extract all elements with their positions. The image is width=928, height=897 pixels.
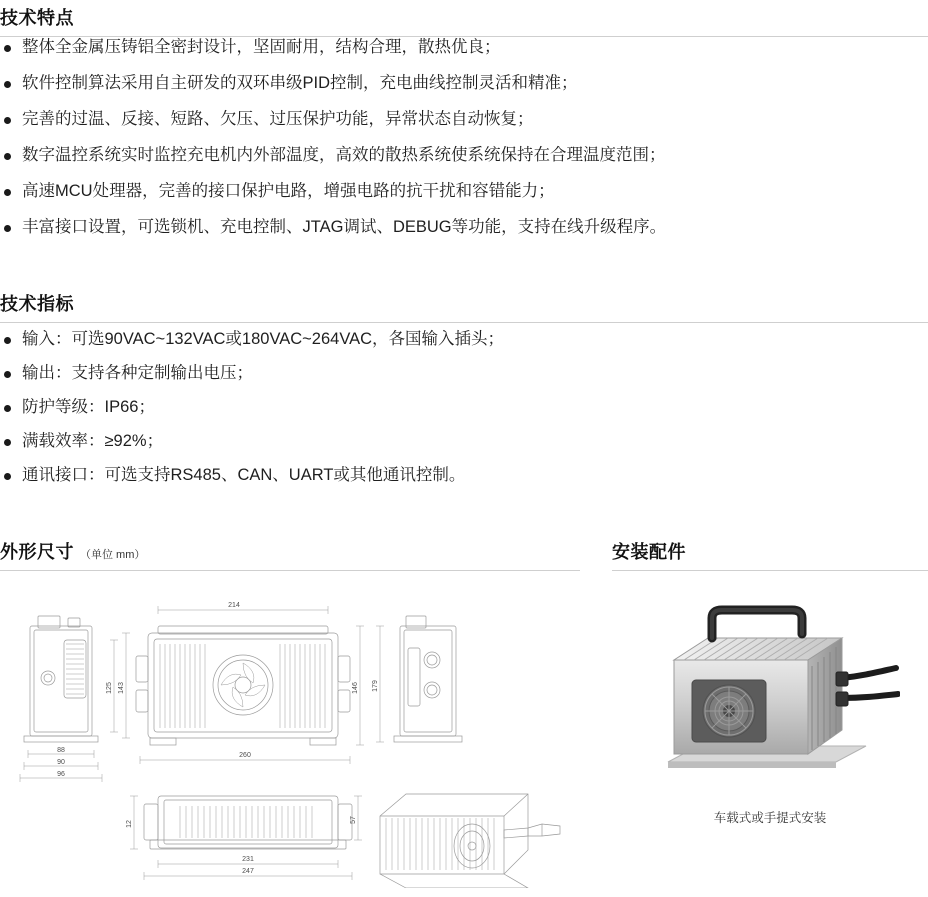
dim-label: 90 [57, 759, 65, 766]
dim-label: 12 [126, 820, 133, 828]
list-item: 通讯接口：可选支持RS485、CAN、UART或其他通讯控制。 [0, 464, 928, 488]
dimension-drawing-svg [8, 578, 588, 888]
accessory-block [612, 578, 928, 878]
dim-label: 247 [242, 868, 254, 875]
dim-label: 260 [239, 752, 251, 759]
section-heading-accessory [612, 538, 928, 571]
section-heading-specs [0, 290, 928, 323]
drawing-right-side-view [376, 616, 462, 742]
features-list [0, 36, 928, 252]
dimension-labels [57, 602, 379, 875]
dim-label: 214 [228, 602, 240, 609]
section-title-specs: 技术指标 [0, 294, 74, 314]
section-title-dimensions: 外形尺寸 [0, 542, 74, 562]
charger-photo-svg [640, 594, 900, 794]
list-item: 满载效率：≥92%； [0, 430, 928, 454]
dim-label: 96 [57, 771, 65, 778]
charger-product-photo [640, 594, 900, 794]
dim-label: 146 [352, 682, 359, 694]
list-item: 整体全金属压铸铝全密封设计，坚固耐用，结构合理，散热优良； [0, 36, 928, 60]
section-title-features: 技术特点 [0, 8, 74, 28]
dimensions-unit-note: （单位 mm） [80, 549, 146, 561]
drawing-front-view [110, 606, 364, 764]
section-heading-features [0, 4, 928, 37]
list-item: 输入：可选90VAC~132VAC或180VAC~264VAC，各国输入插头； [0, 328, 928, 352]
list-item: 高速MCU处理器，完善的接口保护电路，增强电路的抗干扰和容错能力； [0, 180, 928, 204]
list-item: 数字温控系统实时监控充电机内外部温度，高效的散热系统使系统保持在合理温度范围； [0, 144, 928, 168]
accessory-caption: 车载式或手提式安装 [713, 811, 827, 825]
list-item: 防护等级：IP66； [0, 396, 928, 420]
dim-label: 231 [242, 856, 254, 863]
dimension-drawings [8, 578, 588, 888]
dim-label: 88 [57, 747, 65, 754]
specs-list [0, 328, 928, 498]
list-item: 输出：支持各种定制输出电压； [0, 362, 928, 386]
section-heading-dimensions [0, 538, 580, 571]
list-item: 软件控制算法采用自主研发的双环串级PID控制，充电曲线控制灵活和精准； [0, 72, 928, 96]
section-title-accessory: 安装配件 [612, 542, 686, 562]
drawing-isometric-view [380, 794, 560, 888]
list-item: 完善的过温、反接、短路、欠压、过压保护功能，异常状态自动恢复； [0, 108, 928, 132]
dim-label: 57 [350, 816, 357, 824]
dim-label: 125 [106, 682, 113, 694]
list-item: 丰富接口设置，可选锁机、充电控制、JTAG调试、DEBUG等功能，支持在线升级程序。 [0, 216, 928, 240]
drawing-left-side-view [20, 616, 102, 782]
dim-label: 143 [118, 682, 125, 694]
dim-label: 179 [372, 680, 379, 692]
